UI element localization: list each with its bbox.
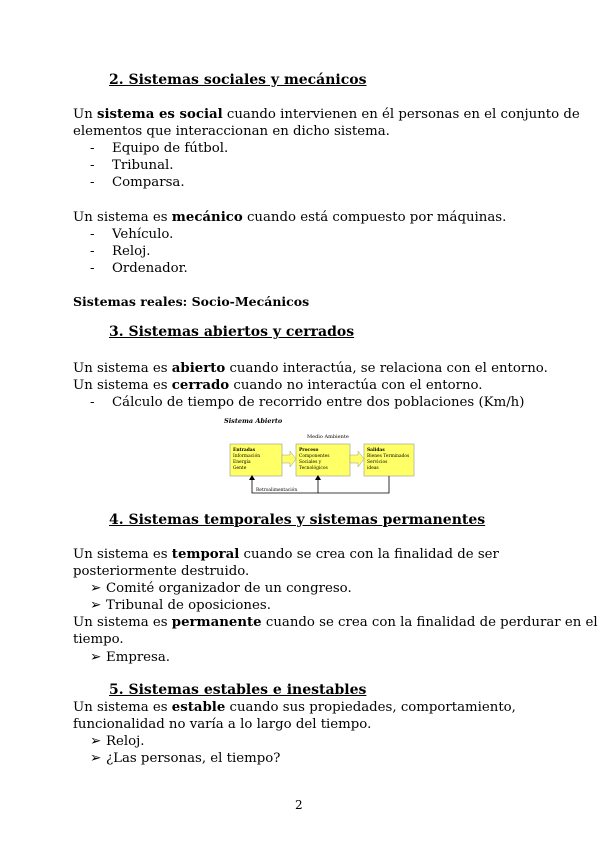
- list-item: - Ordenador.: [90, 261, 188, 276]
- svg-text:Componentes: Componentes: [299, 454, 330, 459]
- open-definition: Un sistema es abierto cuando interactúa, se relaciona con el entorno.: [73, 361, 548, 376]
- svg-text:Información: Información: [233, 454, 261, 459]
- list-item: - Equipo de fútbol.: [90, 141, 229, 156]
- stable-definition: Un sistema es estable cuando sus propiedades, comportamiento,: [73, 700, 516, 715]
- svg-text:Sociales y: Sociales y: [299, 460, 322, 465]
- feedback-label: Retroalimentación: [256, 488, 298, 493]
- permanent-definition: Un sistema es permanente cuando se crea con la finalidad de perdurar en el: [73, 615, 598, 630]
- arrowhead-bullet-icon: ➢: [90, 598, 102, 613]
- arrowhead-bullet-icon: ➢: [90, 751, 102, 766]
- svg-text:Gente: Gente: [233, 466, 247, 471]
- inputs-box-title: Entradas: [233, 448, 256, 453]
- social-definition-line2: elementos que interaccionan en dicho sistema.: [73, 124, 390, 139]
- list-item: ➢ Comité organizador de un congreso.: [90, 581, 352, 596]
- list-item: ➢ ¿Las personas, el tiempo?: [90, 751, 281, 766]
- list-item: - Reloj.: [90, 244, 151, 259]
- list-item: ➢ Empresa.: [90, 650, 171, 665]
- section-5-heading: 5. Sistemas estables e inestables: [109, 682, 367, 698]
- temporal-definition-line2: posteriormente destruido.: [73, 564, 250, 579]
- process-box-title: Proceso: [299, 448, 319, 453]
- stable-definition-line2: funcionalidad no varía a lo largo del tiempo.: [73, 717, 372, 732]
- social-definition: Un sistema es social cuando intervienen en él personas en el conjunto de: [73, 107, 580, 122]
- list-item: ➢ Tribunal de oposiciones.: [90, 598, 271, 613]
- arrowhead-bullet-icon: ➢: [90, 581, 102, 596]
- diagram-title: Sistema Abierto: [224, 417, 283, 425]
- arrowhead-bullet-icon: ➢: [90, 734, 102, 749]
- list-item: - Vehículo.: [90, 227, 174, 242]
- open-system-diagram: [222, 413, 418, 497]
- social-term: sistema es social: [97, 107, 223, 122]
- mechanical-term: mecánico: [171, 210, 243, 225]
- list-item: ➢ Reloj.: [90, 734, 145, 749]
- svg-text:Bienes Terminados: Bienes Terminados: [367, 454, 410, 459]
- stable-term: estable: [171, 700, 226, 715]
- open-term: abierto: [171, 361, 226, 376]
- section-4-heading: 4. Sistemas temporales y sistemas permanentes: [109, 512, 486, 528]
- page-number: 2: [295, 798, 303, 812]
- svg-text:Servicios: Servicios: [367, 460, 388, 465]
- closed-definition: Un sistema es cerrado cuando no interactúa con el entorno.: [73, 378, 483, 393]
- permanent-definition-line2: tiempo.: [73, 632, 124, 647]
- list-item: - Cálculo de tiempo de recorrido entre dos poblaciones (Km/h): [90, 395, 525, 410]
- arrow-right-icon: [350, 451, 364, 467]
- svg-text:Energía: Energía: [233, 460, 251, 465]
- section-2-heading: 2. Sistemas sociales y mecánicos: [109, 72, 367, 88]
- closed-term: cerrado: [171, 378, 230, 393]
- svg-text:ideas: ideas: [367, 466, 379, 471]
- permanent-term: permanente: [171, 615, 262, 630]
- section-3-heading: 3. Sistemas abiertos y cerrados: [109, 324, 355, 340]
- temporal-term: temporal: [171, 547, 240, 562]
- outputs-box-title: Salidas: [367, 448, 385, 453]
- real-systems-note: Sistemas reales: Socio-Mecánicos: [73, 294, 310, 309]
- arrowhead-bullet-icon: ➢: [90, 650, 102, 665]
- arrow-right-icon: [282, 451, 296, 467]
- svg-text:Tecnológicos: Tecnológicos: [299, 466, 328, 471]
- temporal-definition: Un sistema es temporal cuando se crea con la finalidad de ser: [73, 547, 499, 562]
- diagram-environment-label: Medio Ambiente: [307, 434, 349, 440]
- mechanical-definition: Un sistema es mecánico cuando está compuesto por máquinas.: [73, 210, 507, 225]
- list-item: - Comparsa.: [90, 175, 185, 190]
- list-item: - Tribunal.: [90, 158, 174, 173]
